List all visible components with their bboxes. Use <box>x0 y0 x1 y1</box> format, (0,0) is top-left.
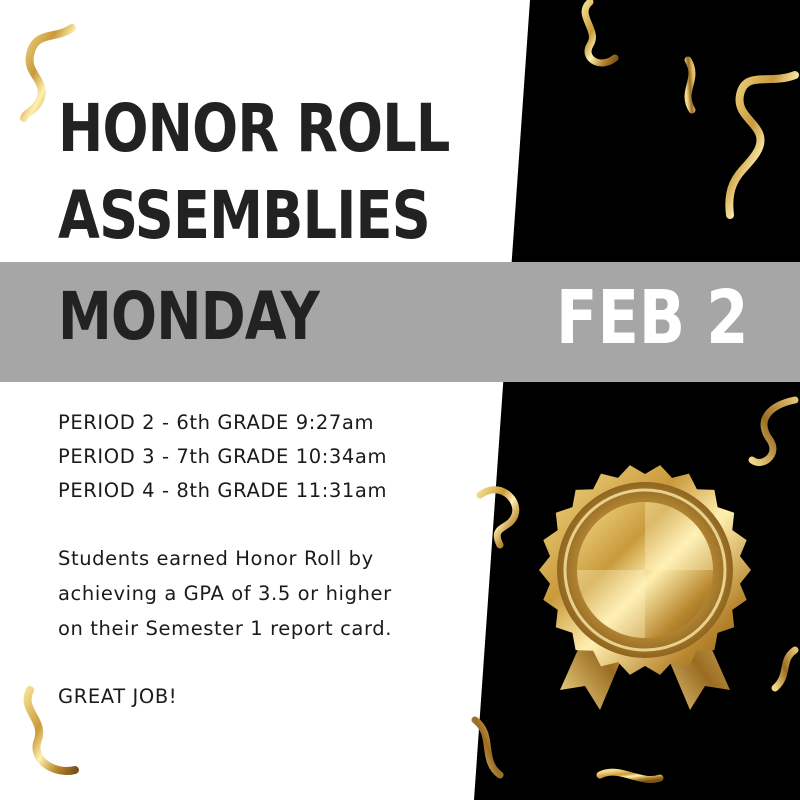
schedule-list <box>58 406 387 508</box>
schedule-item: PERIOD 4 - 8th GRADE 11:31am <box>58 479 388 502</box>
honor-roll-message <box>58 541 458 646</box>
event-date: FEB 2 <box>556 275 749 361</box>
title-line-3: MONDAY <box>58 278 320 355</box>
title-line-1: HONOR ROLL <box>58 90 450 167</box>
message-line: achieving a GPA of 3.5 or higher <box>58 582 392 605</box>
message-line: Students earned Honor Roll by <box>58 547 374 570</box>
schedule-item: PERIOD 3 - 7th GRADE 10:34am <box>58 445 388 468</box>
message-line: on their Semester 1 report card. <box>58 617 392 640</box>
schedule-item: PERIOD 2 - 6th GRADE 9:27am <box>58 411 375 434</box>
title-line-2: ASSEMBLIES <box>58 177 430 254</box>
closing-message: GREAT JOB! <box>58 685 178 708</box>
